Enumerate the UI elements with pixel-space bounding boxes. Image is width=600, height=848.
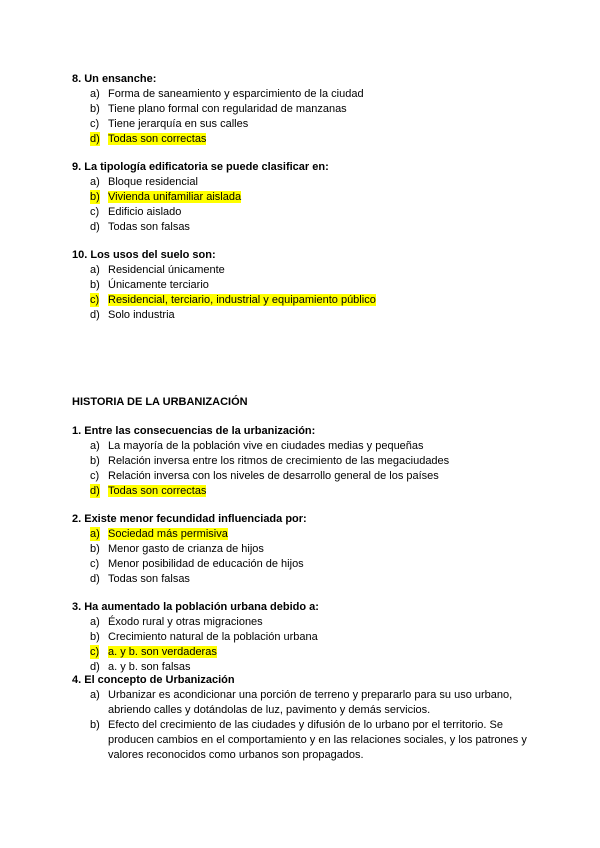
option-text: Bloque residencial — [108, 176, 198, 188]
option-text: Residencial, terciario, industrial y equipamiento público — [108, 294, 376, 306]
option-text: Tiene jerarquía en sus calles — [108, 118, 249, 130]
option-text: Todas son falsas — [108, 573, 190, 585]
option-letter: a) — [90, 88, 100, 100]
question-title: 8. Un ensanche: — [72, 73, 157, 85]
option-b — [72, 630, 542, 645]
option-letter: d) — [90, 573, 100, 585]
option-letter: c) — [90, 558, 100, 570]
option-letter: a) — [90, 176, 100, 188]
option-d — [72, 308, 542, 323]
option-letter: c) — [90, 206, 100, 218]
option-c — [72, 205, 542, 220]
option-letter: d) — [90, 309, 100, 321]
option-letter: d) — [90, 661, 100, 673]
option-text: Menor gasto de crianza de hijos — [108, 543, 264, 555]
option-a — [72, 439, 542, 454]
option-d — [72, 572, 542, 587]
option-a — [72, 263, 542, 278]
option-letter: a) — [90, 440, 100, 452]
question-block-2 — [72, 512, 542, 587]
section-title: HISTORIA DE LA URBANIZACIÓN — [72, 396, 248, 408]
option-d — [72, 220, 542, 235]
option-text: Sociedad más permisiva — [108, 528, 228, 540]
option-text: Forma de saneamiento y esparcimiento de la ciudad — [108, 88, 364, 100]
option-letter: b) — [90, 631, 100, 643]
option-b — [72, 542, 542, 557]
question-title: 2. Existe menor fecundidad influenciada por: — [72, 513, 307, 525]
option-letter: b) — [90, 719, 100, 731]
question-block-1 — [72, 424, 542, 499]
option-letter: c) — [90, 294, 100, 306]
option-c-highlighted — [72, 293, 542, 308]
option-c — [72, 117, 542, 132]
option-b-highlighted — [72, 190, 542, 205]
question-block-10 — [72, 248, 542, 323]
question-title: 1. Entre las consecuencias de la urbanización: — [72, 425, 316, 437]
option-text: Tiene plano formal con regularidad de manzanas — [108, 103, 347, 115]
option-b — [72, 278, 542, 293]
question-block-9 — [72, 160, 542, 235]
option-text: Relación inversa entre los ritmos de crecimiento de las megaciudades — [108, 455, 450, 467]
option-letter: a) — [90, 689, 100, 701]
option-a-highlighted — [72, 527, 542, 542]
question-title: 10. Los usos del suelo son: — [72, 249, 216, 261]
option-letter: b) — [90, 103, 100, 115]
option-letter: b) — [90, 543, 100, 555]
option-text: Todas son falsas — [108, 221, 190, 233]
question-block-4 — [72, 673, 532, 763]
option-text: Éxodo rural y otras migraciones — [108, 616, 263, 628]
option-text: Residencial únicamente — [108, 264, 225, 276]
option-text: Únicamente terciario — [108, 279, 209, 291]
option-a — [72, 87, 542, 102]
option-letter: c) — [90, 470, 100, 482]
option-letter: a) — [90, 616, 100, 628]
option-text: a. y b. son falsas — [108, 661, 191, 673]
option-c — [72, 469, 542, 484]
option-text: Efecto del crecimiento de las ciudades y difusión de lo urbano por el territorio. Se producen cambios en el comportamiento y en las relaciones sociales, y los patrones y valores reconocidos como urbanos son propagados. — [108, 719, 527, 761]
option-b — [72, 718, 532, 763]
option-text: Solo industria — [108, 309, 175, 321]
option-b — [72, 454, 542, 469]
option-a — [72, 175, 542, 190]
option-letter: b) — [90, 455, 100, 467]
option-letter: d) — [90, 133, 100, 145]
question-title: 9. La tipología edificatoria se puede clasificar en: — [72, 161, 329, 173]
question-block-3 — [72, 600, 542, 675]
option-text: Menor posibilidad de educación de hijos — [108, 558, 304, 570]
option-letter: a) — [90, 264, 100, 276]
option-letter: c) — [90, 118, 100, 130]
option-text: a. y b. son verdaderas — [108, 646, 217, 658]
option-b — [72, 102, 542, 117]
option-text: La mayoría de la población vive en ciudades medias y pequeñas — [108, 440, 424, 452]
option-text: Urbanizar es acondicionar una porción de terreno y prepararlo para su uso urbano, abriendo calles y dotándolas de luz, pavimento y demás servicios. — [108, 689, 513, 716]
option-a — [72, 688, 532, 718]
option-text: Todas son correctas — [108, 485, 207, 497]
option-text: Crecimiento natural de la población urbana — [108, 631, 318, 643]
option-letter: b) — [90, 279, 100, 291]
option-c-highlighted — [72, 645, 542, 660]
option-text: Relación inversa con los niveles de desarrollo general de los países — [108, 470, 439, 482]
option-d-highlighted — [72, 132, 542, 147]
option-letter: d) — [90, 221, 100, 233]
question-title: 3. Ha aumentado la población urbana debido a: — [72, 601, 319, 613]
option-a — [72, 615, 542, 630]
option-letter: d) — [90, 485, 100, 497]
option-letter: a) — [90, 528, 100, 540]
option-letter: b) — [90, 191, 100, 203]
question-title: 4. El concepto de Urbanización — [72, 674, 235, 686]
option-d-highlighted — [72, 484, 542, 499]
option-text: Vivienda unifamiliar aislada — [108, 191, 242, 203]
option-c — [72, 557, 542, 572]
option-letter: c) — [90, 646, 100, 658]
option-text: Todas son correctas — [108, 133, 207, 145]
option-text: Edificio aislado — [108, 206, 182, 218]
question-block-8 — [72, 72, 542, 147]
